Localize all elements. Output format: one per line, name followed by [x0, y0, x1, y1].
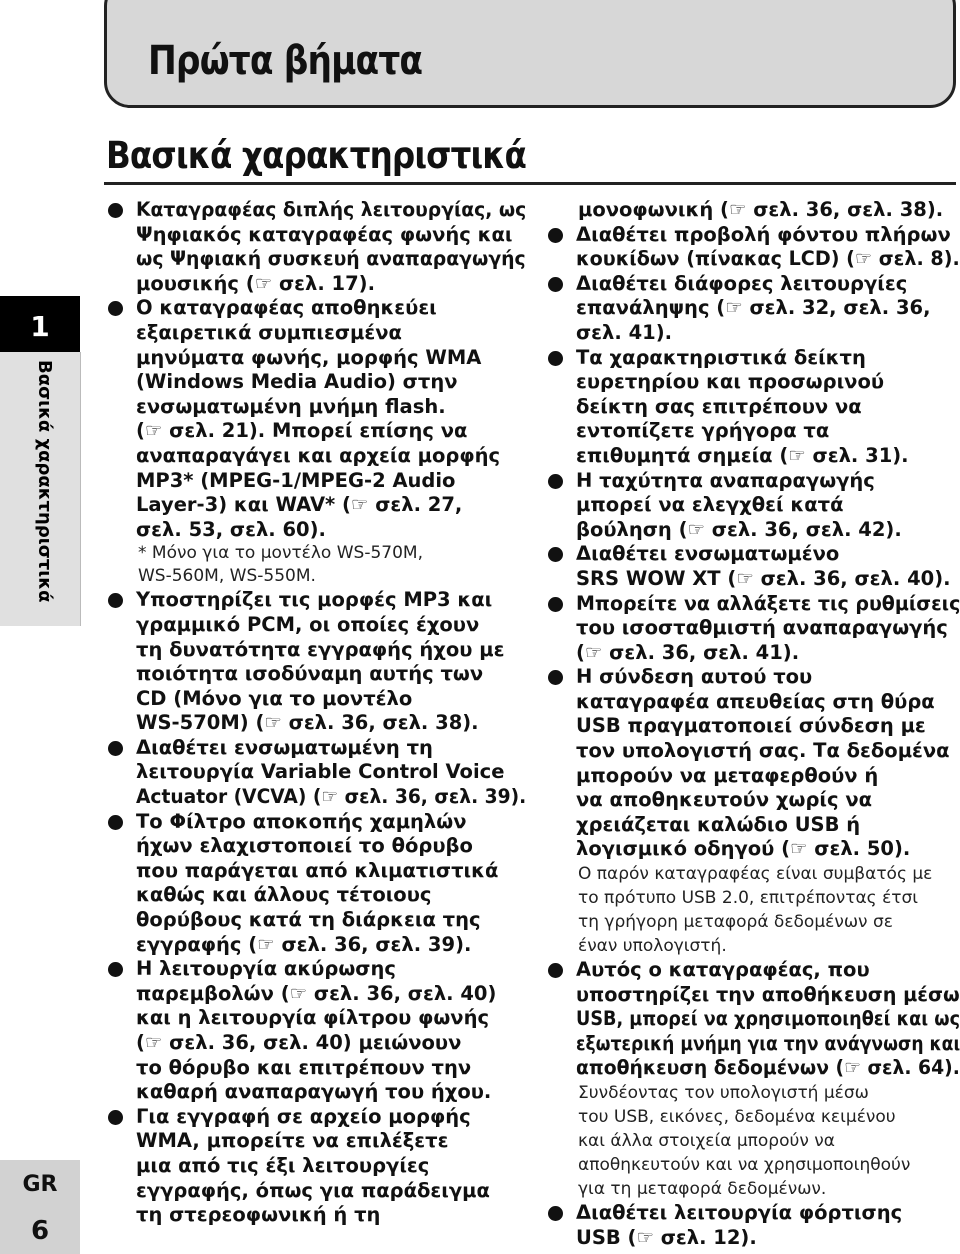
text-line: επιθυμητά σημεία (☞ σελ. 31).: [576, 443, 909, 467]
note-line: έναν υπολογιστή.: [578, 936, 727, 957]
footnote-line: WS-560M, WS-550M.: [138, 566, 316, 587]
chapter-number: 1: [30, 310, 50, 343]
bullet-icon: [108, 741, 123, 756]
feature-text: [576, 346, 960, 469]
text-line: ήχων ελαχιστοποιεί το θόρυβο: [136, 834, 473, 858]
feature-item: [546, 223, 960, 272]
text-line: Διαθέτει διάφορες λειτουργίες: [576, 271, 908, 295]
text-line: (☞ σελ. 36, σελ. 41).: [576, 640, 800, 664]
bullet-icon: [548, 670, 563, 685]
text-line: γραμμικό PCM, οι οποίες έχουν: [136, 612, 480, 636]
feature-text: [136, 736, 526, 810]
text-line: μπορεί να ελεγχθεί κατά: [576, 493, 844, 517]
text-line: εγγραφής (☞ σελ. 36, σελ. 39).: [136, 932, 472, 956]
text-line: WS-570M) (☞ σελ. 36, σελ. 38).: [136, 711, 479, 735]
text-line: ευρετηρίου και προσωρινού: [576, 370, 885, 394]
text-line: SRS WOW XT (☞ σελ. 36, σελ. 40).: [576, 566, 951, 590]
note-line: το πρότυπο USB 2.0, επιτρέποντας έτσι: [578, 888, 919, 909]
text-line: εγγραφής, όπως για παράδειγμα: [136, 1178, 490, 1202]
feature-item: [546, 665, 960, 862]
text-line: μηνύματα φωνής, μορφής WMA: [136, 345, 482, 369]
feature-item: [106, 810, 526, 958]
continued-text: [546, 198, 960, 223]
bullet-icon: [548, 963, 563, 978]
section-title: Βασικά χαρακτηριστικά: [106, 134, 527, 177]
text-line: Το Φίλτρο αποκοπής χαμηλών: [136, 809, 467, 833]
text-line: εξωτερική μνήμη για την ανάγνωση και: [576, 1031, 960, 1055]
text-line: ποιότητα ισοδύναμη αυτής των: [136, 662, 484, 686]
text-line: χρειάζεται καλώδιο USB ή: [576, 812, 861, 836]
text-line: τον υπολογιστή σας. Τα δεδομένα: [576, 739, 950, 763]
text-line: CD (Μόνο για το μοντέλο: [136, 686, 413, 710]
note-line: και άλλα στοιχεία μπορούν να: [578, 1131, 835, 1151]
text-line: Διαθέτει λειτουργία φόρτισης: [576, 1201, 903, 1224]
text-line: Η λειτουργία ακύρωσης: [136, 957, 396, 981]
chapter-title: Πρώτα βήματα: [148, 38, 423, 84]
text-line: Τα χαρακτηριστικά δείκτη: [576, 345, 866, 369]
text-line: Μπορείτε να αλλάξετε τις ρυθμίσεις: [576, 591, 960, 615]
feature-item: [546, 346, 960, 469]
feature-item: [106, 957, 526, 1105]
feature-text: [136, 957, 526, 1105]
text-line: Η σύνδεση αυτού του: [576, 665, 813, 689]
bullet-icon: [548, 228, 563, 243]
left-column: [106, 198, 526, 1228]
bullet-icon: [108, 301, 123, 316]
text-line: υποστηρίζει την αποθήκευση μέσω: [576, 982, 960, 1006]
text-line: σελ. 41).: [576, 320, 673, 344]
feature-text: [136, 588, 526, 736]
feature-text: [576, 592, 960, 666]
text-line: καταγραφέα απευθείας στη θύρα: [576, 689, 935, 713]
text-line: Για εγγραφή σε αρχείο μορφής: [136, 1104, 471, 1128]
text-line: μονοφωνική (☞ σελ. 36, σελ. 38).: [578, 198, 944, 221]
text-line: μια από τις έξι λειτουργίες: [136, 1153, 430, 1177]
text-line: παρεμβολών (☞ σελ. 36, σελ. 40): [136, 981, 497, 1005]
text-line: σελ. 53, σελ. 60).: [136, 517, 326, 541]
feature-text: [136, 1105, 526, 1228]
text-line: ενσωματωμένη μνήμη flash.: [136, 394, 446, 418]
feature-text: [576, 272, 960, 346]
text-line: Υποστηρίζει τις μορφές MP3 και: [136, 588, 493, 612]
note-line: Συνδέοντας τον υπολογιστή μέσω: [578, 1083, 869, 1103]
feature-item: [546, 272, 960, 346]
feature-text: [576, 665, 960, 862]
note-line: τη γρήγορη μεταφορά δεδομένων σε: [578, 912, 893, 933]
text-line: Layer-3) και WAV* (☞ σελ. 27,: [136, 493, 463, 517]
text-line: USB, μπορεί να χρησιμοποιηθεί και ως: [576, 1007, 960, 1031]
bullet-icon: [108, 203, 123, 218]
text-line: Actuator (VCVA) (☞ σελ. 36, σελ. 39).: [136, 785, 527, 809]
feature-item: [546, 592, 960, 666]
text-line: μουσικής (☞ σελ. 17).: [136, 271, 375, 295]
feature-text: [576, 542, 960, 591]
text-line: Αυτός ο καταγραφέας, που: [576, 958, 870, 982]
text-line: εξαιρετικά συμπιεσμένα: [136, 320, 402, 344]
text-line: WMA, μπορείτε να επιλέξετε: [136, 1129, 449, 1153]
language-label: GR: [22, 1172, 58, 1197]
feature-item: [106, 588, 526, 736]
bullet-icon: [548, 474, 563, 489]
text-line: και η λειτουργία φίλτρου φωνής: [136, 1006, 490, 1030]
feature-item: [106, 1105, 526, 1228]
text-line: Ψηφιακός καταγραφέας φωνής και: [136, 222, 513, 246]
section-divider: [104, 182, 956, 185]
note-line: αποθηκευτούν και να χρησιμοποιηθούν: [578, 1155, 911, 1175]
text-line: λειτουργία Variable Control Voice: [136, 760, 505, 784]
text-line: τη δυνατότητα εγγραφής ήχου με: [136, 637, 505, 661]
feature-item: [106, 198, 526, 296]
text-line: τη στερεοφωνική ή τη: [136, 1203, 381, 1227]
text-line: που παράγεται από κλιματιστικά: [136, 858, 499, 882]
feature-note: [546, 1081, 960, 1201]
text-line: Ο καταγραφέας αποθηκεύει: [136, 296, 437, 320]
text-line: Διαθέτει ενσωματωμένο: [576, 542, 840, 566]
text-line: το θόρυβο και επιτρέπουν την: [136, 1055, 472, 1079]
bullet-icon: [548, 547, 563, 562]
bullet-icon: [548, 351, 563, 366]
text-line: θορύβους κατά τη διάρκεια της: [136, 908, 481, 932]
text-line: (☞ σελ. 36, σελ. 40) μειώνουν: [136, 1031, 462, 1054]
feature-text: [136, 198, 526, 296]
note-line: του USB, εικόνες, δεδομένα κειμένου: [578, 1107, 896, 1127]
note-line: για τη μεταφορά δεδομένων.: [578, 1179, 827, 1199]
text-line: βούληση (☞ σελ. 36, σελ. 42).: [576, 517, 902, 541]
right-column: [546, 198, 960, 1250]
feature-text: [576, 469, 960, 543]
text-line: δείκτη σας επιτρέπουν να: [576, 394, 862, 418]
bullet-icon: [548, 277, 563, 292]
text-line: Διαθέτει προβολή φόντου πλήρων: [576, 222, 951, 246]
bullet-icon: [108, 1110, 123, 1125]
footnote-line: * Μόνο για το μοντέλο WS-570M,: [138, 543, 423, 564]
text-line: επανάληψης (☞ σελ. 32, σελ. 36,: [576, 296, 931, 320]
feature-item: [546, 469, 960, 543]
side-tab-label: Βασικά χαρακτηριστικά: [34, 360, 55, 603]
text-line: ως Ψηφιακή συσκευή αναπαραγωγής: [136, 247, 526, 271]
feature-item: [546, 958, 960, 1081]
feature-item: [106, 296, 526, 542]
feature-text: [576, 223, 960, 272]
text-line: MP3* (MPEG-1/MPEG-2 Audio: [136, 468, 456, 492]
text-line: κουκίδων (πίνακας LCD) (☞ σελ. 8).: [576, 247, 960, 271]
text-line: λογισμικό οδηγού (☞ σελ. 50).: [576, 837, 911, 861]
text-line: Διαθέτει ενσωματωμένη τη: [136, 735, 433, 759]
feature-item: [546, 1201, 960, 1250]
text-line: (☞ σελ. 21). Μπορεί επίσης να: [136, 419, 468, 443]
page-number: 6: [30, 1216, 50, 1246]
feature-text: [576, 958, 960, 1081]
text-line: να αποθηκευτούν χωρίς να: [576, 788, 873, 812]
text-line: USB πραγματοποιεί σύνδεση με: [576, 714, 926, 738]
text-line: μπορούν να μεταφερθούν ή: [576, 763, 879, 787]
bullet-icon: [108, 593, 123, 608]
text-line: αναπαραγάγει και αρχεία μορφής: [136, 443, 501, 467]
footnote: [106, 542, 526, 588]
bullet-icon: [548, 1206, 563, 1221]
feature-note: [546, 862, 960, 958]
feature-item: [546, 542, 960, 591]
feature-item: [106, 736, 526, 810]
bullet-icon: [108, 815, 123, 830]
text-line: Η ταχύτητα αναπαραγωγής: [576, 468, 875, 492]
text-line: αποθήκευση δεδομένων (☞ σελ. 64).: [576, 1056, 960, 1080]
text-line: του ισοσταθμιστή αναπαραγωγής: [576, 616, 948, 640]
text-line: Καταγραφέας διπλής λειτουργίας, ως: [136, 198, 527, 221]
bullet-icon: [548, 597, 563, 612]
text-line: (Windows Media Audio) στην: [136, 370, 458, 394]
note-line: Ο παρόν καταγραφέας είναι συμβατός με: [578, 864, 933, 885]
text-line: καθαρή αναπαραγωγή του ήχου.: [136, 1080, 492, 1104]
feature-text: [136, 810, 526, 958]
feature-text: [576, 1201, 960, 1250]
text-line: USB (☞ σελ. 12).: [576, 1225, 757, 1249]
feature-text: [136, 296, 526, 542]
text-line: καθώς και άλλους τέτοιους: [136, 883, 432, 907]
bullet-icon: [108, 962, 123, 977]
text-line: εντοπίζετε γρήγορα τα: [576, 419, 830, 443]
